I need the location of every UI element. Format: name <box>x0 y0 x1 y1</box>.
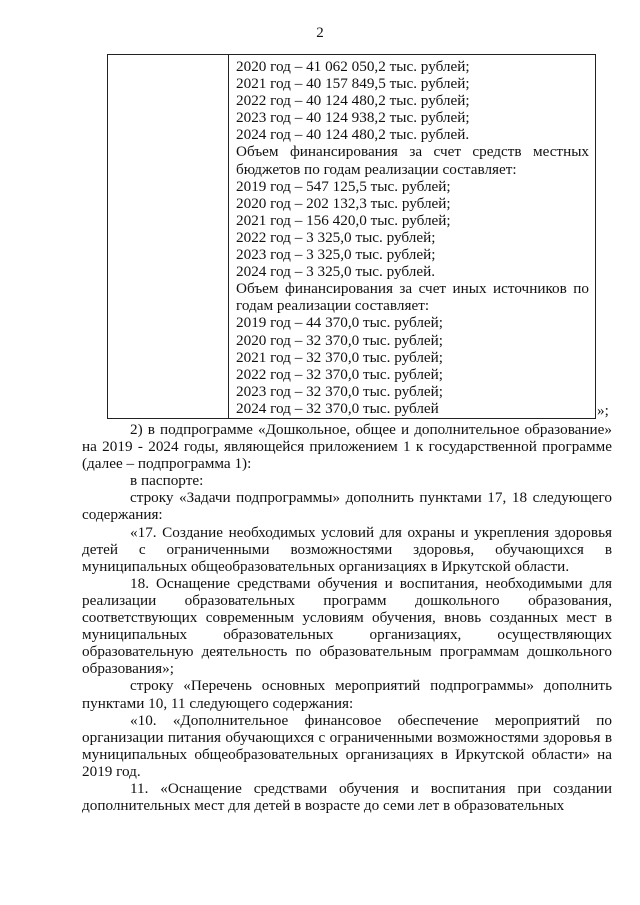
table-line: 2022 год – 3 325,0 тыс. рублей; <box>236 228 436 246</box>
table-line: 2020 год – 32 370,0 тыс. рублей; <box>236 331 444 349</box>
table-line: 2023 год – 3 325,0 тыс. рублей; <box>236 246 436 264</box>
table-line: 2023 год – 40 124 938,2 тыс. рублей; <box>236 109 470 127</box>
table-line: бюджетов по годам реализации составляет: <box>236 160 517 178</box>
table-line: 2022 год – 40 124 480,2 тыс. рублей; <box>236 92 470 110</box>
table-line: 2020 год – 202 132,3 тыс. рублей; <box>236 194 451 212</box>
table-line: 2024 год – 3 325,0 тыс. рублей. <box>236 263 436 281</box>
table-line: 2024 год – 40 124 480,2 тыс. рублей. <box>236 126 470 144</box>
table-closing-quote: »; <box>597 402 609 419</box>
paragraph-item-17: «17. Создание необходимых условий для охраны и укрепления здоровья детей с ограниченными возможностями здоровья, обучающихся в муниципальных общеобразовательных организациях в Иркутской области. <box>82 523 612 575</box>
table-line: 2020 год – 41 062 050,2 тыс. рублей; <box>236 58 470 75</box>
paragraph-item-18: 18. Оснащение средствами обучения и воспитания, необходимыми для реализации образовательных программ дошкольного образования, соответствующих современным условиям обучения, вновь созданных мест в муниципальных образовательных организациях, осуществляющих образовательную деятельность по образовательным программам дошкольного образования»; <box>82 574 612 678</box>
table-line: 2022 год – 32 370,0 тыс. рублей; <box>236 365 444 383</box>
body-text <box>82 421 612 814</box>
financing-table <box>107 54 596 419</box>
financing-cell <box>236 58 589 417</box>
table-line: Объем финансирования за счет средств местных <box>236 143 589 161</box>
table-line: 2021 год – 156 420,0 тыс. рублей; <box>236 211 451 229</box>
table-line: 2019 год – 547 125,5 тыс. рублей; <box>236 177 451 195</box>
table-line: 2023 год – 32 370,0 тыс. рублей; <box>236 382 444 400</box>
table-line: 2024 год – 32 370,0 тыс. рублей <box>236 399 439 417</box>
table-column-divider <box>228 55 229 418</box>
page-number: 2 <box>316 25 324 41</box>
paragraph-in-passport: в паспорте: <box>130 472 204 490</box>
paragraph-item-11: 11. «Оснащение средствами обучения и воспитания при создании дополнительных мест для детей в возрасте до семи лет в образовательных <box>82 779 612 815</box>
paragraph-item-10: «10. «Дополнительное финансовое обеспечение мероприятий по организации питания обучающихся с ограниченными возможностями здоровья в муниципальных общеобразовательных организациях в Иркутской области» на 2019 год. <box>82 711 612 780</box>
table-line: 2021 год – 32 370,0 тыс. рублей; <box>236 348 444 366</box>
table-line: 2019 год – 44 370,0 тыс. рублей; <box>236 314 444 332</box>
paragraph-subprogram-2: 2) в подпрограмме «Дошкольное, общее и дополнительное образование» на 2019 - 2024 годы, являющейся приложением 1 к государственной программе (далее – подпрограмма 1): <box>82 421 612 473</box>
paragraph-activities-row: строку «Перечень основных мероприятий подпрограммы» дополнить пунктами 10, 11 следующего содержания: <box>82 677 612 712</box>
paragraph-tasks-row: строку «Задачи подпрограммы» дополнить пунктами 17, 18 следующего содержания: <box>82 489 612 524</box>
table-line: Объем финансирования за счет иных источников по <box>236 280 589 298</box>
table-line: годам реализации составляет: <box>236 297 430 315</box>
table-line: 2021 год – 40 157 849,5 тыс. рублей; <box>236 75 470 93</box>
